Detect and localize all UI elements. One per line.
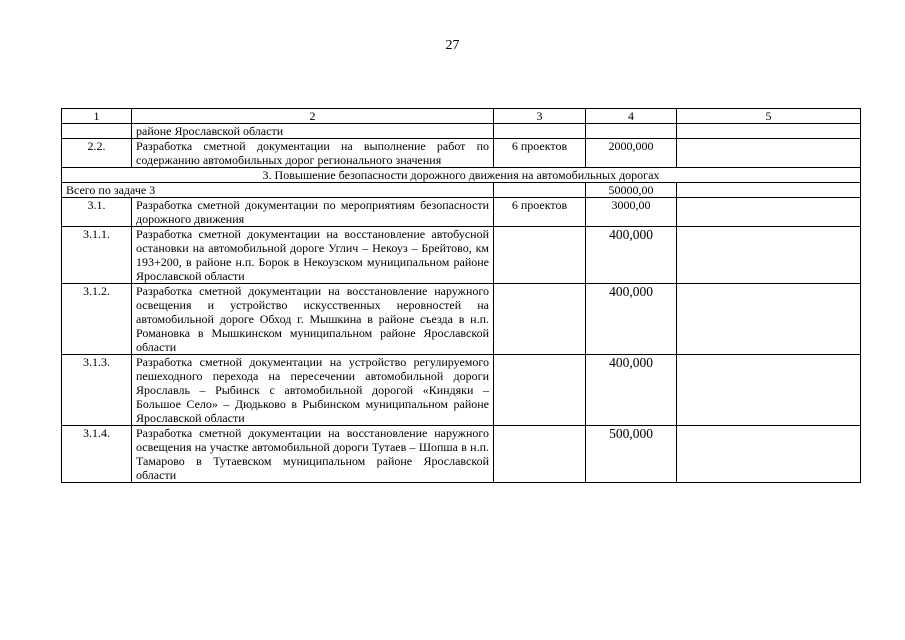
header-cell-4: 4 [586, 109, 677, 124]
row-quantity-cell: 6 проектов [494, 198, 586, 227]
row-description-cell: Разработка сметной документации на восстановление наружного освещения и устройство искусственных неровностей на автомобильной дороге Обход г. Мышкина в районе съезда в н.п. Романовка в Мышкинском муниципальном районе Ярославской области [132, 284, 494, 355]
row-amount-cell [586, 124, 677, 139]
row-number-cell: 3.1. [62, 198, 132, 227]
row-number-cell: 3.1.1. [62, 227, 132, 284]
budget-table [61, 108, 861, 483]
row-number-cell: 3.1.2. [62, 284, 132, 355]
row-description-cell: Разработка сметной документации на выполнение работ по содержанию автомобильных дорог регионального значения [132, 139, 494, 168]
row-number-cell: 2.2. [62, 139, 132, 168]
row-note-cell [677, 426, 861, 483]
table-row [62, 227, 861, 284]
row-number-cell: 3.1.4. [62, 426, 132, 483]
row-quantity-cell [494, 124, 586, 139]
row-amount-cell: 400,000 [586, 227, 677, 284]
row-note-cell [677, 227, 861, 284]
page-number: 27 [445, 38, 460, 53]
row-quantity-cell [494, 426, 586, 483]
row-note-cell [677, 198, 861, 227]
row-amount-cell: 400,000 [586, 355, 677, 426]
row-description-cell: Разработка сметной документации на устройство регулируемого пешеходного перехода на пересечении автомобильной дороги Ярославль – Рыбинск с автомобильной дорогой «Киндяки – Большое Село» – Дюдьково в Рыбинском муниципальном районе Ярославской области [132, 355, 494, 426]
total-amount: 50000,00 [586, 183, 677, 198]
row-quantity-cell: 6 проектов [494, 139, 586, 168]
section-heading: 3. Повышение безопасности дорожного движения на автомобильных дорогах [62, 168, 861, 183]
header-cell-5: 5 [677, 109, 861, 124]
row-quantity-cell [494, 355, 586, 426]
row-description-cell: Разработка сметной документации на восстановление наружного освещения на участке автомобильной дороги Тутаев – Шопша в н.п. Тамарово в Тутаевском муниципальном районе Ярославской области [132, 426, 494, 483]
header-cell-1: 1 [62, 109, 132, 124]
total-quantity-cell [494, 183, 586, 198]
row-number-cell: 3.1.3. [62, 355, 132, 426]
row-number-cell [62, 124, 132, 139]
total-label: Всего по задаче 3 [62, 183, 494, 198]
row-description-cell: Разработка сметной документации по мероприятиям безопасности дорожного движения [132, 198, 494, 227]
table-row [62, 198, 861, 227]
table-row [62, 426, 861, 483]
section-heading-row [62, 168, 861, 183]
row-amount-cell: 2000,000 [586, 139, 677, 168]
header-cell-3: 3 [494, 109, 586, 124]
row-quantity-cell [494, 227, 586, 284]
row-amount-cell: 3000,00 [586, 198, 677, 227]
row-description-cell: районе Ярославской области [132, 124, 494, 139]
row-note-cell [677, 355, 861, 426]
continuation-row [62, 124, 861, 139]
table-header-row [62, 109, 861, 124]
row-quantity-cell [494, 284, 586, 355]
row-note-cell [677, 124, 861, 139]
table-row [62, 139, 861, 168]
row-note-cell [677, 284, 861, 355]
row-description-cell: Разработка сметной документации на восстановление автобусной остановки на автомобильной дороге Углич – Некоуз – Брейтово, км 193+200, в районе н.п. Борок в Некоузском муниципальном районе Ярославской области [132, 227, 494, 284]
table-row [62, 284, 861, 355]
total-note-cell [677, 183, 861, 198]
row-amount-cell: 500,000 [586, 426, 677, 483]
table-row [62, 355, 861, 426]
total-row [62, 183, 861, 198]
row-note-cell [677, 139, 861, 168]
header-cell-2: 2 [132, 109, 494, 124]
row-amount-cell: 400,000 [586, 284, 677, 355]
